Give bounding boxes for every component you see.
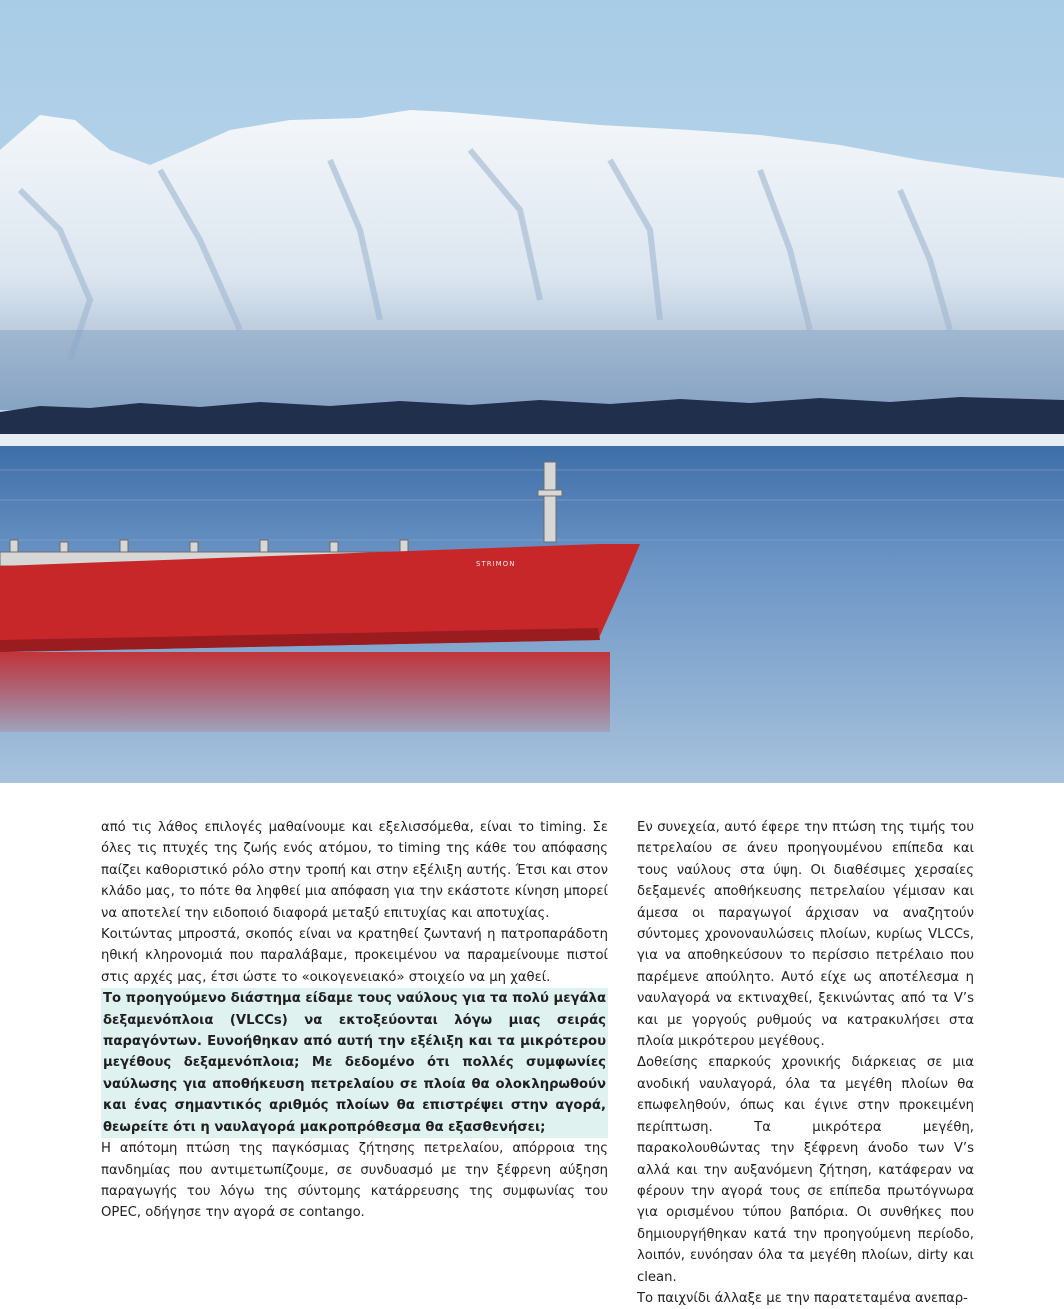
answer-continued-1: Εν συνεχεία, αυτό έφερε την πτώση της τιμής του πετρελαίου σε άνευ προηγουμένου επίπεδα και τους ναύλους στα ύψη. Οι διαθέσιμες χερσαίες δεξαμενές αποθήκευσης πετρελαίου γέμισαν και άμεσα οι παραγωγοί άρχισαν να αναζητούν σύντομες χρονοναυλώσεις πλοίων, κυρίως VLCCs, για να αποθηκεύσουν το περίσσιο πετρέλαιο που παρέμενε απούλητο. Αυτό είχε ως αποτέλεσμα η ναυλαγορά να εκτιναχθεί, ξεκινώντας από τα V’s και με γοργούς ρυθμούς να κατρακυλήσει στα πλοία μικρότερου μεγέθους. (637, 820, 974, 1050)
right-column (637, 817, 974, 1309)
answer-paragraph: Η απότομη πτώση της παγκόσμιας ζήτησης πετρελαίου, απόρροια της πανδημίας που αντιμετωπίζουμε, σε συνδυασμό με την ξέφρενη αύξηση παραγωγής του λόγω της σύντομης κατάρρευσης της συμφωνίας του OPEC, οδήγησε την αγορά σε contango. (101, 1141, 608, 1221)
answer-continued-3: Το παιχνίδι άλλαξε με την παρατεταμένα ανεπαρ- (637, 1290, 968, 1306)
interview-question: Το προηγούμενο διάστημα είδαμε τους ναύλους για τα πολύ μεγάλα δεξαμενόπλοια (VLCCs) να εκτοξεύονται λόγω μιας σειράς παραγόντων. Ευνοήθηκαν από αυτή την εξέλιξη και τα μικρότερου μεγέθους δεξαμενόπλοια; Με δεδομένο ότι πολλές συμφωνίες ναύλωσης για αποθήκευση πετρελαίου σε πλοία θα ολοκληρωθούν και ένας σημαντικός αριθμός πλοίων θα επιστρέψει στην αγορά, θεωρείτε ότι η ναυλαγορά μακροπρόθεσμα θα εξασθενήσει; (101, 988, 608, 1138)
intro-paragraph-1: από τις λάθος επιλογές μαθαίνουμε και εξελισσόμεθα, είναι το timing. Σε όλες τις πτυχές της ζωής ενός ατόμου, το timing της κάθε του απόφασης παίζει καθοριστικό ρόλο στην τροπή και στην εξέλιξη αυτής. Έτσι και στον κλάδο μας, το πότε θα ληφθεί μια απόφαση για την εκάστοτε κίνηση μπορεί να αποτελεί την ειδοποιό διαφορά μεταξύ επιτυχίας και αποτυχίας. (101, 820, 608, 921)
ship-name: STRIMON (476, 560, 516, 568)
left-column (101, 817, 608, 1224)
answer-continued-2: Δοθείσης επαρκούς χρονικής διάρκειας σε μια ανοδική ναυλαγορά, όλα τα μεγέθη πλοίων θα επωφεληθούν, όπως και έγινε στην προκειμένη περίπτωση. Τα μικρότερα μεγέθη, παρακολουθώντας την ξέφρενη άνοδο των V’s αλλά και την αυξανόμενη ζήτηση, κατάφεραν να φέρουν την αγορά τους σε επίπεδα πρωτόγνωρα για ορισμένου τύπου βαπόρια. Οι συνθήκες που δημιουργήθηκαν κατά την προηγούμενη περίοδο, λοιπόν, ευνόησαν όλα τα μεγέθη πλοίων, dirty και clean. (637, 1055, 974, 1285)
intro-paragraph-2: Κοιτώντας μπροστά, σκοπός είναι να κρατηθεί ζωντανή η πατροπαράδοτη ηθική κληρονομιά που παραλάβαμε, προκειμένου να παραμείνουμε πιστοί στις αρχές μας, έτσι ώστε το «οικογενειακό» στοιχείο να μη χαθεί. (101, 927, 608, 985)
